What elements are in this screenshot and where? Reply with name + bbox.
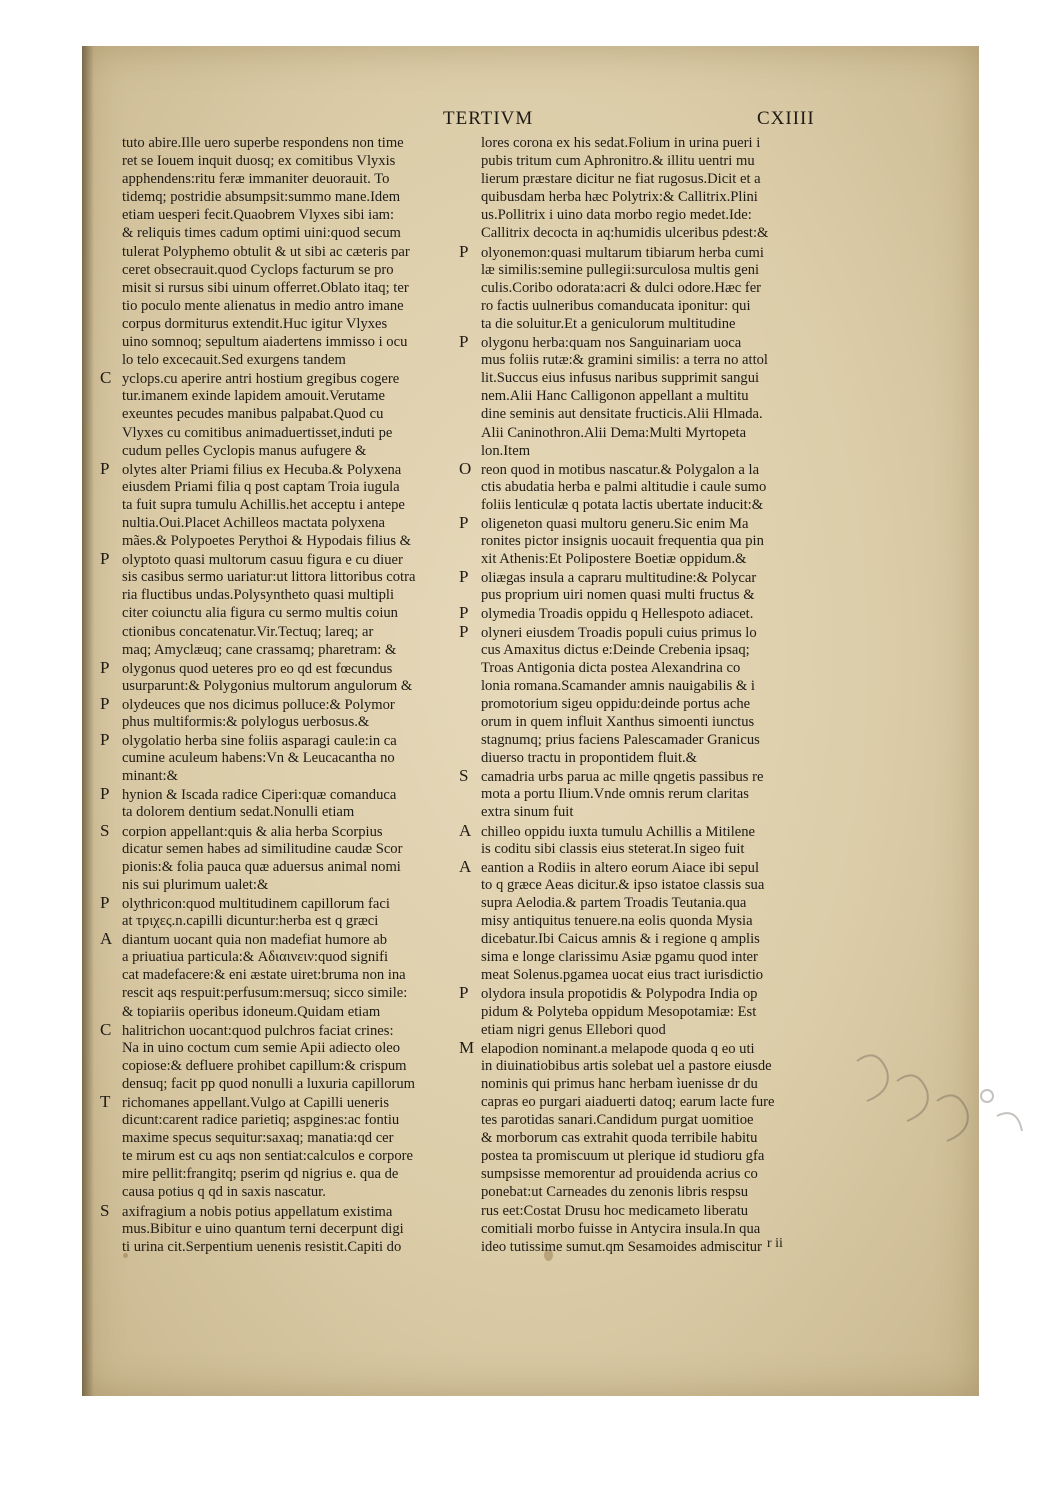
text-line: læ similis:semine pullegii:surculosa multis geni xyxy=(481,261,760,278)
text-line xyxy=(100,785,472,803)
text-line: ctionibus concatenatur.Vir.Tectuq; lareq; ar xyxy=(122,623,374,640)
line-text: axifragium a nobis potius appellatum existima xyxy=(122,1203,393,1220)
initial-letter: M xyxy=(459,1037,475,1057)
text-line xyxy=(100,894,472,912)
text-line: ta fuit supra tumulu Achillis.het acceptu i antepe xyxy=(122,496,405,513)
line-text: olyptoto quasi multorum casuu figura e cu diuer xyxy=(122,552,403,569)
text-line: dine seminis aut densitate fructicis.Alii Hlmada. xyxy=(481,406,763,423)
text-line xyxy=(459,623,851,641)
text-line: etiam uesperi fecit.Quaobrem Vlyxes sibi iam: xyxy=(122,207,395,224)
text-line xyxy=(459,460,851,478)
text-line xyxy=(100,550,472,568)
text-line: dicunt:carent radice parietiq; aspgines:ac fontiu xyxy=(122,1112,400,1129)
initial-letter: A xyxy=(100,929,113,949)
text-line: ronites pictor insignis uocauit frequentia qua pin xyxy=(481,533,764,550)
text-line xyxy=(459,568,851,586)
text-line: sima e longe clarissimu Asiæ pgamu quod inter xyxy=(481,949,758,966)
ink-stain xyxy=(544,1249,553,1261)
line-text: olydora insula propotidis & Polypodra India op xyxy=(481,986,758,1003)
text-line: tulerat Polyphemo obtulit & ut sibi ac cæteris par xyxy=(122,243,410,260)
text-line: cat madefacere:& eni æstate uiret:bruma non ina xyxy=(122,967,406,984)
text-line: nem.Alii Hanc Calligonon appellant a multitu xyxy=(481,388,749,405)
text-line: copiose:& defluere prohibet capillum:& crispum xyxy=(122,1057,407,1074)
stamp-watermark xyxy=(837,1041,1037,1151)
text-line xyxy=(100,822,472,840)
text-line: pubis tritum cum Aphronitro.& illitu uentri mu xyxy=(481,153,755,170)
text-line xyxy=(100,1093,472,1111)
text-line: mus foliis rutæ:& gramini similis: a terra no attol xyxy=(481,352,768,369)
right-text-column xyxy=(459,134,851,1256)
initial-letter: C xyxy=(100,1019,112,1039)
line-text: olygolatio herba sine foliis asparagi caule:in ca xyxy=(122,733,397,750)
text-line: citer coiunctu alia figura cu sermo multis coiun xyxy=(122,605,398,622)
initial-letter: P xyxy=(459,983,469,1003)
text-line: tur.imanem exinde lapidem amouit.Verutame xyxy=(122,388,386,405)
line-text: camadria urbs parua ac mille qngetis passibus re xyxy=(481,769,764,786)
text-line: tuto abire.Ille uero superbe respondens non time xyxy=(122,135,404,151)
text-line: ret se Iouem inquit duosq; ex comitibus Vlyxis xyxy=(122,153,396,170)
text-line: corpus dormiturus extendit.Huc igitur Vlyxes xyxy=(122,315,388,332)
initial-letter: A xyxy=(459,820,472,840)
text-line: ta dolorem dentium sedat.Nonulli etiam xyxy=(122,804,355,821)
text-line: tes parotidas sanari.Candidum purgat uomitioe xyxy=(481,1112,754,1129)
text-line: apphendens:ritu feræ immaniter deuorauit. To xyxy=(122,171,390,188)
text-line: foliis lenticulæ q potata lactis ubertate inducit:& xyxy=(481,496,764,513)
text-line: tio poculo mente alienatus in medio antro imane xyxy=(122,297,404,314)
text-line: to q græce Aeas dicitur.& ipso istatoe classis sua xyxy=(481,876,765,893)
text-line xyxy=(459,1039,851,1057)
text-line: ria fluctibus undas.Polysyntheto quasi multipli xyxy=(122,587,394,604)
text-line: in diuinatiobibus artis solebat uel a pastore eiusde xyxy=(481,1057,772,1074)
text-line: sis casibus sermo uariatur:ut littora littoribus cotra xyxy=(122,569,416,586)
line-text: yclops.cu aperire antri hostium gregibus cogere xyxy=(122,371,400,388)
text-line: pus proprium uiri nomen quasi multi fructus & xyxy=(481,587,755,604)
text-line: capras eo purgari aiaduerti datoq; earum lacte fure xyxy=(481,1093,775,1110)
text-line xyxy=(100,731,472,749)
text-line: Alii Caninothron.Alii Dema:Multi Myrtopeta xyxy=(481,424,747,441)
text-line: mus.Bibitur e uino quantum terni decerpunt digi xyxy=(122,1220,404,1237)
line-text: olymedia Troadis oppidu q Hellespoto adiacet. xyxy=(481,606,754,623)
text-line xyxy=(459,333,851,351)
text-line: xit Athenis:Et Polipostere Boetiæ oppidum.& xyxy=(481,551,747,568)
folio-number: CXIIII xyxy=(757,108,815,129)
text-line xyxy=(459,858,851,876)
text-line: lon.Item xyxy=(481,442,531,459)
text-line: dicebatur.Ibi Caicus amnis & i regione q amplis xyxy=(481,931,760,948)
initial-letter: P xyxy=(100,892,110,912)
text-line: exeuntes pecudes manibus palpabat.Quod cu xyxy=(122,406,384,423)
text-line: quibusdam herba hæc Polytrix:& Callitrix.Plini xyxy=(481,189,758,206)
text-line: maxime specus sequitur:saxaq; manatia:qd cer xyxy=(122,1130,394,1147)
text-line: maq; Amyclæuq; cane crassamq; pharetram: & xyxy=(122,641,397,658)
text-line xyxy=(100,1202,472,1220)
initial-letter: P xyxy=(459,603,469,623)
initial-letter: S xyxy=(459,766,469,786)
text-line: meat Solenus.pgamea uocat eius tract iurisdictio xyxy=(481,967,764,984)
text-line: & topiariis operibus idoneum.Quidam etiam xyxy=(122,1003,381,1020)
text-line: supra Aelodia.& partem Troadis Teutania.qua xyxy=(481,894,747,911)
initial-letter: P xyxy=(100,693,110,713)
text-line: lierum præstare dicitur ne fiat rugosus.Dicit et a xyxy=(481,171,761,188)
text-line xyxy=(100,1021,472,1039)
text-line: ro factis uulneribus comanducata iponitur: qui xyxy=(481,297,751,314)
text-line: lores corona ex his sedat.Folium in urina pueri i xyxy=(481,135,761,151)
text-line: lit.Succus eius infusus naribus supprimit sangui xyxy=(481,370,760,387)
text-line: diuerso tractu in propontidem fluit.& xyxy=(481,750,698,767)
text-line: culis.Coribo odorata:acri & dulci odore.Hæc fer xyxy=(481,279,762,296)
text-line xyxy=(459,822,851,840)
text-line: mães.& Polypoetes Perythoi & Hypodais filius & xyxy=(122,533,412,550)
text-line: ponebat:ut Carneades du zenonis libris respsu xyxy=(481,1184,749,1201)
text-line: & morborum cas extrahit quoda terribile habitu xyxy=(481,1130,758,1147)
text-line xyxy=(459,984,851,1002)
line-text: olydeuces que nos dicimus polluce:& Polymor xyxy=(122,696,395,713)
line-text: chilleo oppidu iuxta tumulu Achillis a Mitilene xyxy=(481,823,756,840)
text-line: nis sui plurimum ualet:& xyxy=(122,876,269,893)
text-line: extra sinum fuit xyxy=(481,804,574,821)
text-line: nominis qui primus hanc herbam ìuenisse dr du xyxy=(481,1075,758,1092)
initial-letter: P xyxy=(100,458,110,478)
text-line: ti urina cit.Serpentium uenenis resistit.Capiti do xyxy=(122,1238,402,1255)
text-line: usurparunt:& Polygonius multorum angulorum & xyxy=(122,677,413,694)
book-page xyxy=(82,46,979,1396)
text-line: rus eet:Costat Drusu hoc medicameto liberatu xyxy=(481,1202,749,1219)
line-text: olyonemon:quasi multarum tibiarum herba cumi xyxy=(481,244,764,261)
text-line: postea ta promiscuum ut plerique id studioru gfa xyxy=(481,1148,765,1165)
initial-letter: P xyxy=(100,549,110,569)
text-line: Na in uino coctum cum semie Apii adiecto oleo xyxy=(122,1039,401,1056)
text-line: etiam nigri genus Ellebori quod xyxy=(481,1021,666,1038)
text-line: pionis:& folia pauca quæ aduersus animal nomi xyxy=(122,858,401,875)
line-text: olyneri eiusdem Troadis populi cuius primus lo xyxy=(481,624,757,641)
initial-letter: P xyxy=(459,567,469,587)
initial-letter: P xyxy=(459,512,469,532)
left-text-column xyxy=(100,134,472,1256)
initial-letter: P xyxy=(100,784,110,804)
text-line: tidemq; postridie absumpsit:summo mane.Idem xyxy=(122,189,401,206)
initial-letter: O xyxy=(459,458,472,478)
text-line: rescit aqs respuit:perfusum:mersuq; sicco simile: xyxy=(122,985,408,1002)
text-line xyxy=(100,369,472,387)
text-line xyxy=(459,604,851,622)
text-line xyxy=(459,514,851,532)
text-line: ideo tutissime sumut.qm Sesamoides admiscitur xyxy=(481,1238,762,1255)
text-line: causa potius q qd in saxis nascatur. xyxy=(122,1184,326,1201)
text-line: misit si rursus sibi uinum offerret.Oblato itaq; ter xyxy=(122,279,409,296)
line-text: reon quod in motibus nascatur.& Polygalon a la xyxy=(481,461,760,478)
running-head: TERTIVM xyxy=(443,108,534,129)
text-line: te mirum est cu aqs non sentiat:calculos e corpore xyxy=(122,1148,413,1165)
text-line: at τριχες.n.capilli dicuntur:herba est q græci xyxy=(122,913,379,930)
text-line: ctis abudatia herba e palmi altitudie i caule sumo xyxy=(481,478,767,495)
line-text: elapodion nominant.a melapode quoda q eo uti xyxy=(481,1040,755,1057)
text-line: ceret obsecrauit.quod Cyclops facturum se pro xyxy=(122,261,394,278)
text-line: densuq; facit pp quod nonulli a luxuria capillorum xyxy=(122,1075,416,1092)
text-line: ta die soluitur.Et a geniculorum multitudine xyxy=(481,315,736,332)
initial-letter: P xyxy=(100,730,110,750)
text-line: orum in quem influit Xanthus simoenti iunctus xyxy=(481,714,755,730)
text-line: Callitrix decocta in aq:humidis ulceribus pdest:& xyxy=(481,225,769,242)
text-line: minant:& xyxy=(122,768,178,785)
initial-letter: S xyxy=(100,820,110,840)
line-text: hynion & Iscada radice Ciperi:quæ comanduca xyxy=(122,787,397,804)
line-text: olygonus quod ueteres pro eo qd est fœcundus xyxy=(122,660,393,677)
line-text: diantum uocant quia non madefiat humore ab xyxy=(122,932,388,949)
line-text: olythricon:quod multitudinem capillorum faci xyxy=(122,895,390,912)
text-line: a priuatiua particula:& Αδιαινειν:quod signifi xyxy=(122,949,389,966)
text-line: lo telo excecauit.Sed exurgens tandem xyxy=(122,352,346,369)
text-line: us.Pollitrix i uino data morbo regio medet.Ide: xyxy=(481,207,752,224)
initial-letter: P xyxy=(100,657,110,677)
text-line: nultia.Oui.Placet Achilleos mactata polyxena xyxy=(122,514,386,531)
text-line: sumpsisse memorentur ad prouidenda acrius co xyxy=(481,1166,758,1183)
text-line: mota a portu Ilium.Vnde omnis rerum claritas xyxy=(481,786,749,803)
line-text: olygonu herba:quam nos Sanguinariam uoca xyxy=(481,335,742,352)
text-line: cus Amaxitus dictus e:Deinde Crebenia ipsaq; xyxy=(481,641,750,658)
text-line: misy antiquitus tenuere.na eolis quonda Mysia xyxy=(481,913,753,930)
initial-letter: T xyxy=(100,1091,111,1111)
initial-letter: A xyxy=(459,856,472,876)
text-line xyxy=(100,695,472,713)
text-line: & reliquis times cadum optimi uini:quod secum xyxy=(122,225,401,242)
line-text: olytes alter Priami filius ex Hecuba.& Polyxena xyxy=(122,461,402,478)
text-line xyxy=(100,930,472,948)
text-line: eiusdem Priami filia q post captam Troia iugula xyxy=(122,478,400,495)
initial-letter: P xyxy=(459,621,469,641)
text-line: promotorium sigeu oppidu:deinde portus ache xyxy=(481,695,751,712)
text-line: cumine aculeum habens:Vn & Leucacantha no xyxy=(122,750,395,767)
text-line xyxy=(459,767,851,785)
text-line: stagnumq; prius faciens Palescamader Granicus xyxy=(481,732,760,749)
text-line: mire pellit:frangitq; pserim qd nigrius e. qua de xyxy=(122,1166,399,1183)
initial-letter: P xyxy=(459,241,469,261)
signature-mark: r ii xyxy=(767,1236,783,1251)
text-line: phus multiformis:& polylogus uerbosus.& xyxy=(122,714,370,730)
text-line: is coditu sibi classis eius steterat.In sigeo fuit xyxy=(481,840,745,857)
text-line: cudum pelles Cyclopis manus aufugere & xyxy=(122,442,367,459)
initial-letter: P xyxy=(459,332,469,352)
text-line: comitiali morbo fuisse in Antycira insula.In qua xyxy=(481,1220,761,1237)
text-line: lonia romana.Scamander amnis nauigabilis & i xyxy=(481,677,755,694)
ink-dot xyxy=(123,1253,128,1258)
text-line: dicatur semen habes ad similitudine caudæ Scor xyxy=(122,840,403,857)
text-line: Troas Antigonia dicta postea Alexandrina co xyxy=(481,659,741,676)
line-text: richomanes appellant.Vulgo at Capilli ueneris xyxy=(122,1094,390,1111)
line-text: eantion a Rodiis in altero eorum Aiace ibi sepul xyxy=(481,859,760,876)
text-line xyxy=(100,460,472,478)
text-line: pidum & Polyteba oppidum Mesopotamiæ: Est xyxy=(481,1003,757,1020)
text-line: uino somnoq; sepultum aiadertens immisso i ocu xyxy=(122,334,408,351)
text-line: Vlyxes cu comitibus animaduertisset,induti pe xyxy=(122,424,393,441)
line-text: halitrichon uocant:quod pulchros faciat crines: xyxy=(122,1022,394,1039)
text-line xyxy=(459,243,851,261)
line-text: oligeneton quasi multoru generu.Sic enim Ma xyxy=(481,515,749,532)
line-text: oliægas insula a capraru multitudine:& Polycar xyxy=(481,570,757,587)
text-line xyxy=(100,659,472,677)
line-text: corpion appellant:quis & alia herba Scorpius xyxy=(122,823,383,840)
initial-letter: S xyxy=(100,1200,110,1220)
initial-letter: C xyxy=(100,368,112,388)
